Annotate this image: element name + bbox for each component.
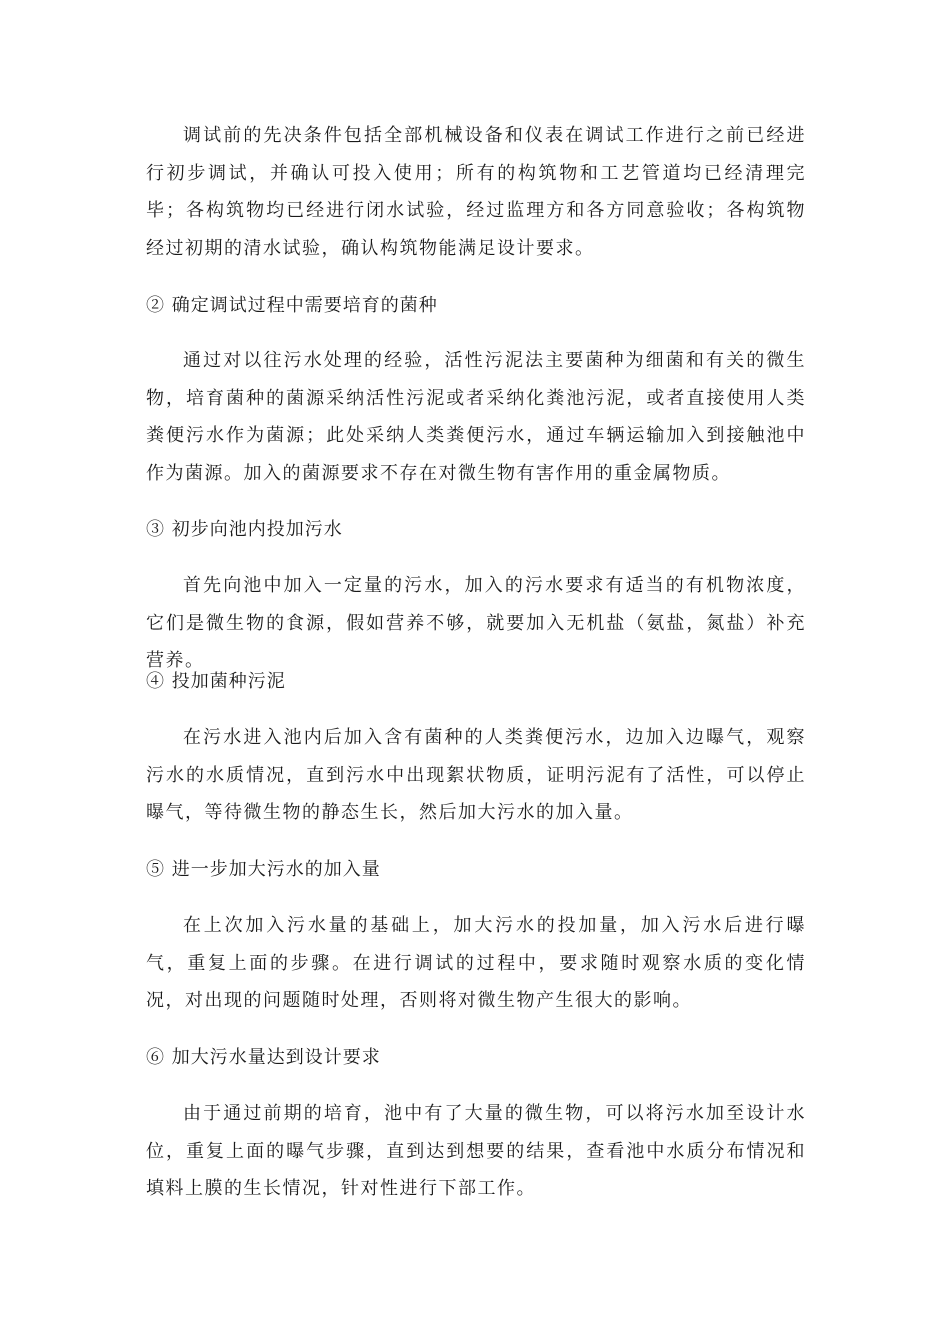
section-paragraph-6: 由于通过前期的培育，池中有了大量的微生物，可以将污水加至设计水位，重复上面的曝气步骤，直到达到想要的结果，查看池中水质分布情况和填料上膜的生长情况，针对性进行下部工作。 (146, 1103, 806, 1199)
section-paragraph-4: 在污水进入池内后加入含有菌种的人类粪便污水，边加入边曝气，观察污水的水质情况，直到污水中出现絮状物质，证明污泥有了活性，可以停止曝气，等待微生物的静态生长，然后加大污水的加入量。 (146, 727, 806, 823)
section-paragraph-3: 首先向池中加入一定量的污水，加入的污水要求有适当的有机物浓度，它们是微生物的食源，假如营养不够，就要加入无机盐（氨盐，氮盐）补充营养。 (146, 575, 806, 671)
section-heading-4: ④ 投加菌种污泥 (146, 671, 286, 692)
section-paragraph-2: 通过对以往污水处理的经验，活性污泥法主要菌种为细菌和有关的微生物，培育菌种的菌源采纳活性污泥或者采纳化粪池污泥，或者直接使用人类粪便污水作为菌源；此处采纳人类粪便污水，通过车辆运输加入到接触池中作为菌源。加入的菌源要求不存在对微生物有害作用的重金属物质。 (146, 350, 806, 484)
section-heading-3: ③ 初步向池内投加污水 (146, 519, 343, 540)
intro-paragraph: 调试前的先决条件包括全部机械设备和仪表在调试工作进行之前已经进行初步调试，并确认可投入使用；所有的构筑物和工艺管道均已经清理完毕；各构筑物均已经进行闭水试验，经过监理方和各方同意验收；各构筑物经过初期的清水试验，确认构筑物能满足设计要求。 (146, 125, 806, 259)
section-heading-5: ⑤ 进一步加大污水的加入量 (146, 859, 381, 880)
section-heading-2: ② 确定调试过程中需要培育的菌种 (146, 295, 438, 316)
section-heading-6: ⑥ 加大污水量达到设计要求 (146, 1047, 381, 1068)
section-paragraph-5: 在上次加入污水量的基础上，加大污水的投加量，加入污水后进行曝气，重复上面的步骤。在进行调试的过程中，要求随时观察水质的变化情况，对出现的问题随时处理，否则将对微生物产生很大的影响。 (146, 915, 806, 1011)
